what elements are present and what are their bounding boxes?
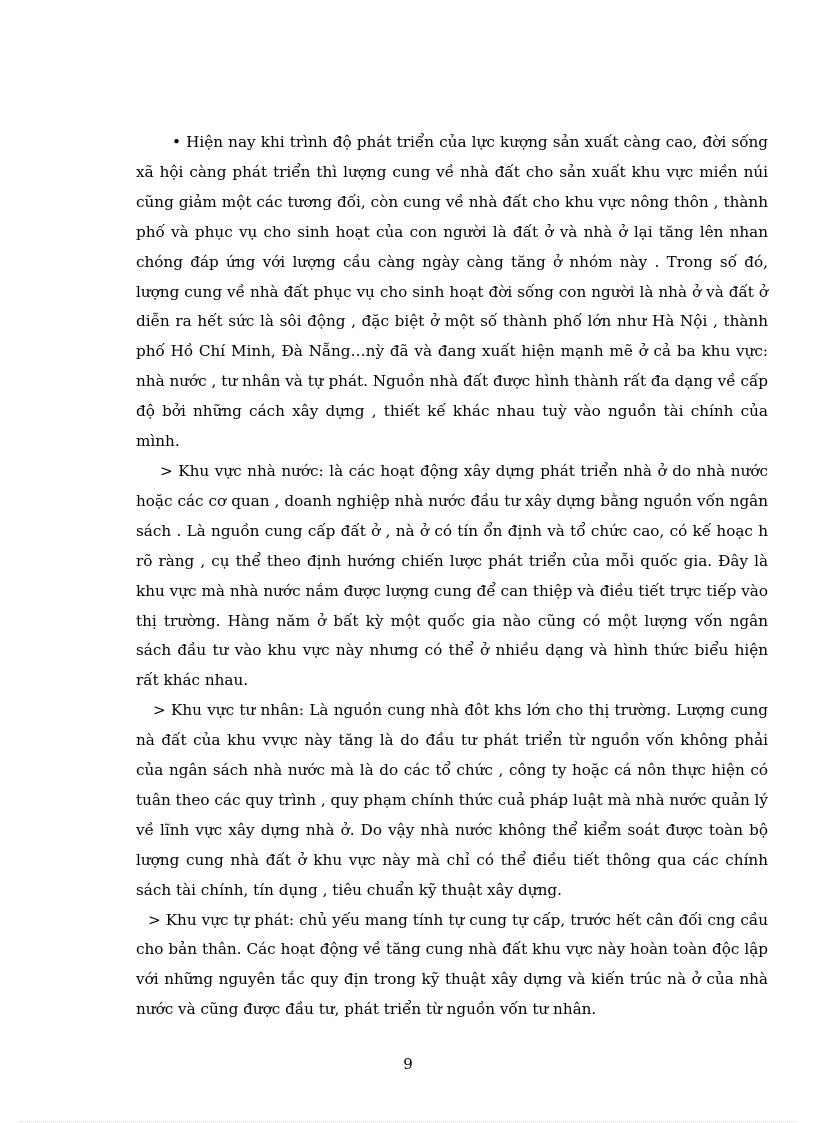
paragraph-private-sector: > Khu vực tư nhân: Là nguồn cung nhà đôt khs lớn cho thị trường. Lượng cung nà đất của khu vvực này tăng là do đầu tư phát triển từ nguồn vốn không phải của ngân sách nhà nước mà là do các tổ chức , công ty hoặc cá nôn thực hiện có tuân theo các quy trình , quy phạm chính thức cuả pháp luật mà nhà nước quản lý về lĩnh vực xây dựng nhà ở. Do vậy nhà nước không thể kiểm soát được toàn bộ lượng cung nhà đất ở khu vực này mà chỉ có thể điều tiết thông qua các chính sách tài chính, tín dụng , tiêu chuẩn kỹ thuật xây dựng. [136, 701, 768, 899]
page-bottom-divider [20, 1121, 796, 1122]
paragraph-supply-overview: • Hiện nay khi trình độ phát triển của lực kượng sản xuất càng cao, đời sống xã hội càng phát triển thì lượng cung về nhà đất cho sản xuất khu vực miền núi cũng giảm một các tương đối, còn cung về nhà đất cho khu vực nông thôn , thành phố và phục vụ cho sinh hoạt của con người là đất ở và nhà ở lại tăng lên nhan chóng đáp ứng với lượng cầu càng ngày càng tăng ở nhóm này . Trong số đó, lượng cung về nhà đất phục vụ cho sinh hoạt đời sống con người là nhà ở và đất ở diễn ra hết sức là sôi động , đặc biệt ở một số thành phố lớn như Hà Nội , thành phố Hồ Chí Minh, Đà Nẵng…nỳ đã và đang xuất hiện mạnh mẽ ở cả ba khu vực: nhà nước , tư nhân và tự phát. Nguồn nhà đất được hình thành rất đa dạng về cấp độ bởi những cách xây dựng , thiết kế khác nhau tuỳ vào nguồn tài chính của mình. [136, 133, 768, 451]
paragraph-spontaneous-sector: > Khu vực tự phát: chủ yếu mang tính tự cung tự cấp, trước hết cân đối cng cầu cho bản thân. Các hoạt động về tăng cung nhà đất khu vực này hoàn toàn độc lập với những nguyên tắc quy địn trong kỹ thuật xây dựng và kiến trúc nà ở của nhà nước và cũng được đầu tư, phát triển từ nguồn vốn tư nhân. [136, 910, 768, 1019]
page-number: 9 [403, 1055, 413, 1073]
paragraph-state-sector: > Khu vực nhà nước: là các hoạt động xây dựng phát triển nhà ở do nhà nước hoặc các cơ quan , doanh nghiệp nhà nước đầu tư xây dựng bằng nguồn vốn ngân sách . Là nguồn cung cấp đất ở , nà ở có tín ổn định và tổ chức cao, có kế hoạc h rõ ràng , cụ thể theo định hướng chiến lược phát triển của mỗi quốc gia. Đây là khu vực mà nhà nước nắm được lượng cung để can thiệp và điều tiết trực tiếp vào thị trường. Hàng năm ở bất kỳ một quốc gia nào cũng có một lượng vốn ngân sách đầu tư vào khu vực này nhưng có thể ở nhiều dạng và hình thức biểu hiện rất khác nhau. [136, 461, 768, 690]
body-text [136, 128, 768, 1025]
